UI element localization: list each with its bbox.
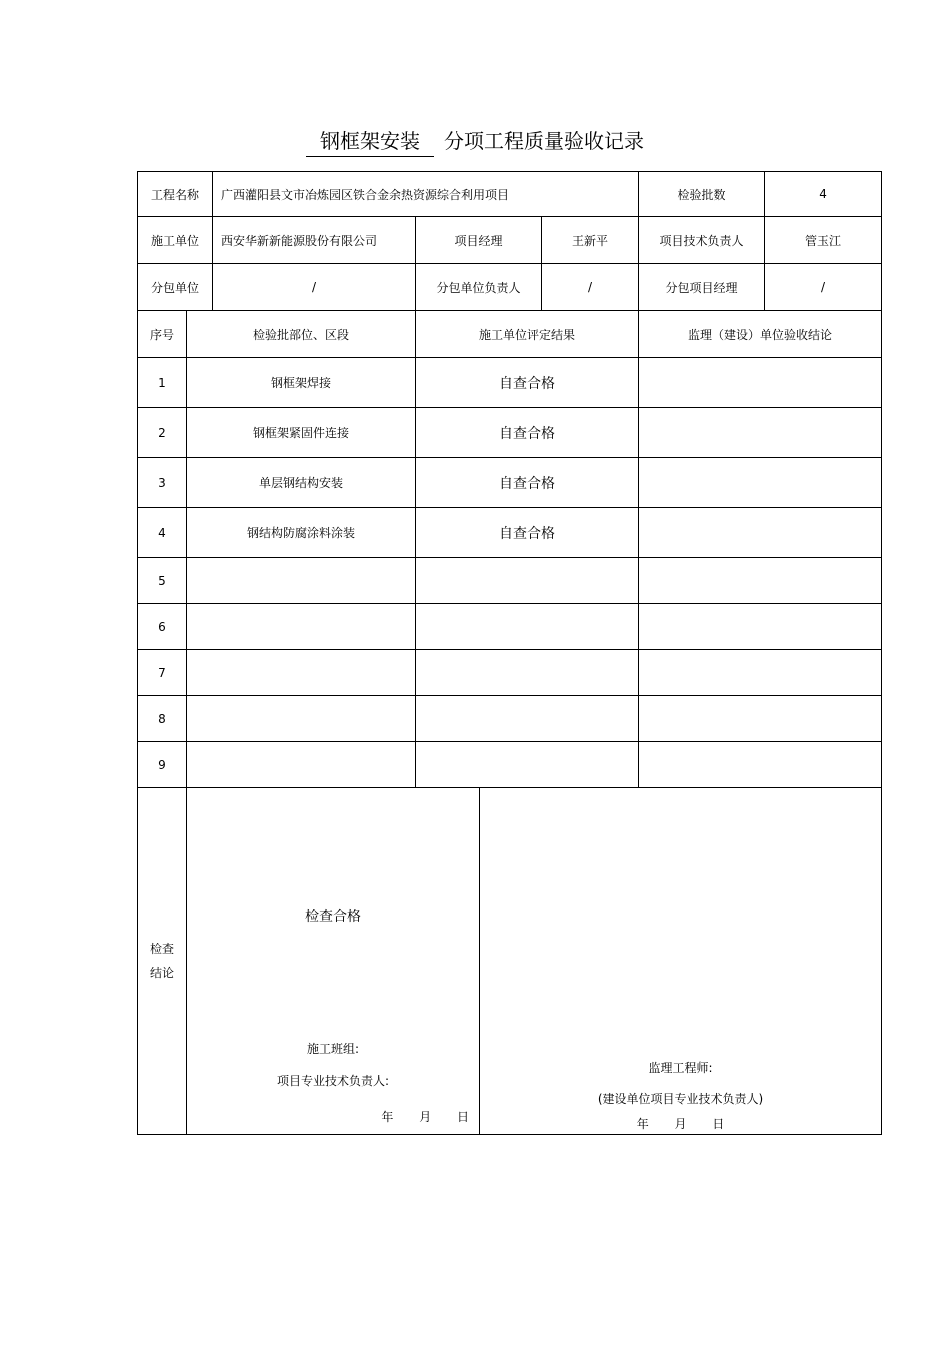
row-conclusion — [138, 788, 882, 1135]
pm-label: 项目经理 — [416, 217, 542, 264]
date-field-left: 年 月 日 — [381, 1110, 470, 1124]
supervising-engineer-field: 监理工程师: — [648, 1061, 713, 1075]
row-result — [416, 742, 639, 788]
project-name-value: 广西灌阳县文市冶炼园区铁合金余热资源综合利用项目 — [213, 172, 639, 217]
tech-lead-label: 项目技术负责人 — [639, 217, 765, 264]
row-supervision — [639, 696, 882, 742]
row-part: 单层钢结构安装 — [187, 458, 416, 508]
row-no: 6 — [138, 604, 187, 650]
row-result: 自查合格 — [416, 458, 639, 508]
acceptance-record-table — [137, 171, 882, 1135]
row-subcontractor — [138, 264, 882, 311]
conclusion-contractor-cell — [187, 788, 480, 1135]
sub-lead-value: / — [542, 264, 639, 311]
row-part — [187, 604, 416, 650]
row-no: 1 — [138, 358, 187, 408]
row-column-headers — [138, 311, 882, 358]
col-header-part: 检验批部位、区段 — [187, 311, 416, 358]
row-no: 7 — [138, 650, 187, 696]
row-supervision — [639, 604, 882, 650]
col-header-self-eval: 施工单位评定结果 — [416, 311, 639, 358]
col-header-supervision: 监理（建设）单位验收结论 — [639, 311, 882, 358]
conclusion-label — [138, 788, 187, 1135]
tech-lead-signature-field: 项目专业技术负责人: — [276, 1074, 390, 1088]
row-contractor — [138, 217, 882, 264]
table-row — [138, 358, 882, 408]
table-row — [138, 650, 882, 696]
row-supervision — [639, 358, 882, 408]
table-row — [138, 458, 882, 508]
owner-tech-lead-note: (建设单位项目专业技术负责人) — [597, 1092, 764, 1106]
row-part: 钢框架焊接 — [187, 358, 416, 408]
row-no: 4 — [138, 508, 187, 558]
conclusion-supervision-cell — [480, 788, 882, 1135]
conclusion-result: 检查合格 — [305, 909, 361, 925]
pm-value: 王新平 — [542, 217, 639, 264]
row-supervision — [639, 408, 882, 458]
table-row — [138, 408, 882, 458]
sub-pm-value: / — [765, 264, 882, 311]
sub-label: 分包单位 — [138, 264, 213, 311]
sub-value: / — [213, 264, 416, 311]
row-part — [187, 696, 416, 742]
row-result: 自查合格 — [416, 408, 639, 458]
row-result — [416, 696, 639, 742]
sub-pm-label: 分包项目经理 — [639, 264, 765, 311]
row-no: 5 — [138, 558, 187, 604]
conclusion-label-text: 检查结论 — [149, 942, 174, 980]
contractor-value: 西安华新新能源股份有限公司 — [213, 217, 416, 264]
row-part — [187, 558, 416, 604]
table-row — [138, 742, 882, 788]
row-result — [416, 650, 639, 696]
row-project-name — [138, 172, 882, 217]
table-row — [138, 558, 882, 604]
date-field-right: 年 月 日 — [636, 1117, 725, 1131]
row-no: 8 — [138, 696, 187, 742]
row-result: 自查合格 — [416, 358, 639, 408]
sub-lead-label: 分包单位负责人 — [416, 264, 542, 311]
title-subject: 钢框架安装 — [306, 126, 434, 157]
tech-lead-value: 管玉江 — [765, 217, 882, 264]
row-no: 2 — [138, 408, 187, 458]
row-part: 钢框架紧固件连接 — [187, 408, 416, 458]
row-supervision — [639, 650, 882, 696]
row-result: 自查合格 — [416, 508, 639, 558]
row-no: 9 — [138, 742, 187, 788]
construction-team-field: 施工班组: — [306, 1042, 360, 1056]
table-row — [138, 508, 882, 558]
project-name-label: 工程名称 — [138, 172, 213, 217]
row-part — [187, 742, 416, 788]
row-no: 3 — [138, 458, 187, 508]
row-part: 钢结构防腐涂料涂装 — [187, 508, 416, 558]
row-result — [416, 558, 639, 604]
batch-count-value: 4 — [765, 172, 882, 217]
row-supervision — [639, 558, 882, 604]
title-text: 分项工程质量验收记录 — [444, 129, 644, 153]
row-part — [187, 650, 416, 696]
table-row — [138, 696, 882, 742]
row-supervision — [639, 458, 882, 508]
contractor-label: 施工单位 — [138, 217, 213, 264]
row-supervision — [639, 742, 882, 788]
col-header-no: 序号 — [138, 311, 187, 358]
row-supervision — [639, 508, 882, 558]
row-result — [416, 604, 639, 650]
table-row — [138, 604, 882, 650]
batch-count-label: 检验批数 — [639, 172, 765, 217]
page-title — [0, 126, 950, 157]
